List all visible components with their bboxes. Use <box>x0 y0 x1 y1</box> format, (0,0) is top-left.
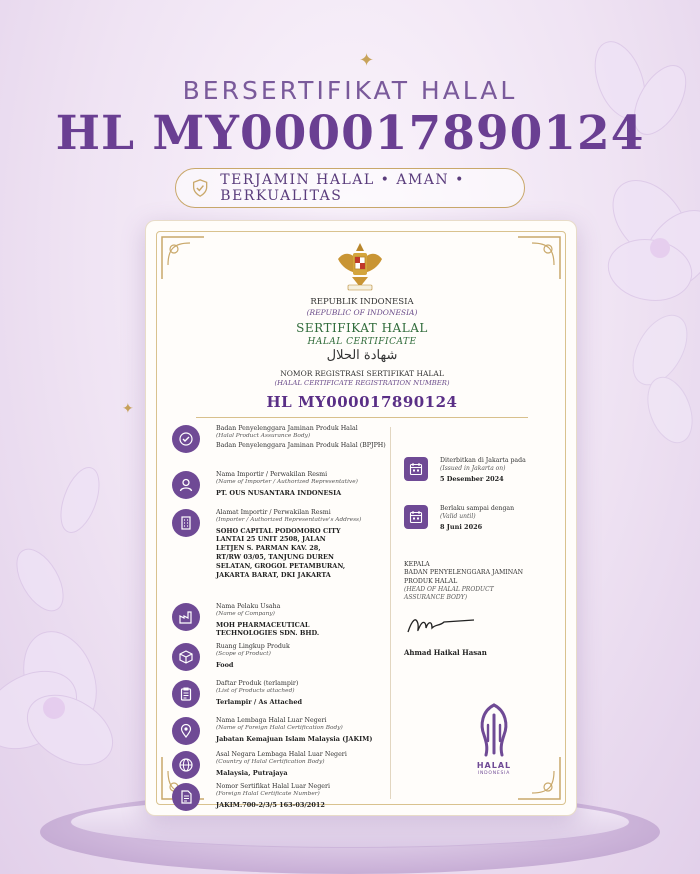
document-icon <box>172 783 200 811</box>
field-label: Nomor Sertifikat Halal Luar Negeri <box>216 783 331 790</box>
head-title: KEPALA <box>404 561 430 568</box>
signer-name: Ahmad Haikal Hasan <box>404 648 487 658</box>
field-value: PT. OUS NUSANTARA INDONESIA <box>216 488 342 497</box>
certificate-number-heading: HL MY000017890124 <box>55 106 645 161</box>
field-label: Alamat Importir / Perwakilan Resmi <box>216 509 331 516</box>
valid-date: 8 Juni 2026 <box>440 523 483 532</box>
ornament-corner-icon <box>516 235 562 281</box>
tagline-text: TERJAMIN HALAL • AMAN • BERKUALITAS <box>220 172 465 204</box>
registration-label: NOMOR REGISTRASI SERTIFIKAT HALAL <box>280 369 444 378</box>
valid-label-en: (Valid until) <box>440 513 476 521</box>
garuda-emblem-icon <box>334 239 386 293</box>
field-value: Terlampir / As Attached <box>216 697 303 706</box>
sparkle-icon: ✦ <box>122 401 134 417</box>
location-pin-icon <box>172 717 200 745</box>
field-label: Daftar Produk (terlampir) <box>216 680 299 687</box>
halal-logo-text: HALAL <box>476 761 512 770</box>
field-value: Malaysia, Putrajaya <box>216 768 288 777</box>
field-value: SOHO CAPITAL PODOMORO CITY LANTAI 25 UNIT 2508, JALAN LETJEN S. PARMAN KAV. 28, RT/RW 03/05, TANJUNG DUREN SELATAN, GROGOL PETAMBURAN, JAKARTA BARAT, DKI JAKARTA <box>216 526 346 579</box>
field-label: Badan Penyelenggara Jaminan Produk Halal <box>216 425 358 432</box>
globe-icon <box>172 751 200 779</box>
field-value: Badan Penyelenggara Jaminan Produk Halal (BPJPH) <box>216 441 386 449</box>
valid-label: Berlaku sampai dengan <box>440 505 515 512</box>
republic-label: REPUBLIK INDONESIA <box>310 297 414 307</box>
calendar-icon <box>404 505 428 529</box>
seal-icon <box>172 425 200 453</box>
box-icon <box>172 643 200 671</box>
tagline-badge <box>175 168 525 208</box>
field-label-en: (Name of Importer / Authorized Representative) <box>216 479 358 486</box>
person-icon <box>172 471 200 499</box>
halal-certificate-card <box>145 220 577 816</box>
registration-number: HL MY000017890124 <box>266 393 458 411</box>
field-label: Ruang Lingkup Produk <box>216 643 290 650</box>
certificate-title: SERTIFIKAT HALAL <box>296 321 428 335</box>
issued-date: 5 Desember 2024 <box>440 475 504 484</box>
issued-label: Diterbitkan di Jakarta pada <box>440 457 526 464</box>
field-label-en: (List of Products attached) <box>216 688 295 695</box>
republic-label-en: (REPUBLIC OF INDONESIA) <box>306 308 418 317</box>
head-organization-en: (HEAD OF HALAL PRODUCT ASSURANCE BODY) <box>404 586 494 602</box>
calendar-icon <box>404 457 428 481</box>
field-label-en: (Scope of Product) <box>216 651 271 658</box>
signature-icon <box>404 610 484 640</box>
flower-decoration-left <box>0 440 150 820</box>
shield-check-icon <box>192 177 208 199</box>
head-organization: BADAN PENYELENGGARA JAMINAN PRODUK HALAL <box>404 569 524 585</box>
field-label: Nama Importir / Perwakilan Resmi <box>216 471 328 478</box>
field-label: Asal Negara Lembaga Halal Luar Negeri <box>216 751 347 758</box>
field-label: Nama Lembaga Halal Luar Negeri <box>216 717 327 724</box>
field-value: MOH PHARMACEUTICAL TECHNOLOGIES SDN. BHD. <box>216 620 320 638</box>
field-label-en: (Name of Foreign Halal Certification Body) <box>216 725 343 732</box>
field-label-en: (Name of Company) <box>216 611 275 618</box>
issued-label-en: (Issued in Jakarta on) <box>440 465 506 473</box>
ornament-corner-icon <box>516 755 562 801</box>
field-value: Food <box>216 660 234 669</box>
signatory-block <box>404 561 564 657</box>
field-label-en: (Halal Product Assurance Body) <box>216 433 311 440</box>
field-label-en: (Country of Halal Certification Body) <box>216 759 325 766</box>
registration-label-en: (HALAL CERTIFICATE REGISTRATION NUMBER) <box>274 379 450 387</box>
certificate-title-arabic: شهادة الحلال <box>326 348 398 363</box>
flower-decoration-right <box>600 300 700 460</box>
certificate-title-en: HALAL CERTIFICATE <box>307 337 417 347</box>
ornament-corner-icon <box>160 235 206 281</box>
field-value: Jabatan Kemajuan Islam Malaysia (JAKIM) <box>216 734 373 743</box>
field-label-en: (Importer / Authorized Representative's Address) <box>216 517 362 524</box>
page-title: BERSERTIFIKAT HALAL <box>182 76 518 105</box>
building-icon <box>172 509 200 537</box>
field-value: JAKIM.700-2/3/5 163-03/2012 <box>216 800 325 809</box>
halal-logo-subtext: INDONESIA <box>477 771 511 776</box>
divider <box>196 417 528 418</box>
field-label-en: (Foreign Halal Certificate Number) <box>216 791 320 798</box>
factory-icon <box>172 603 200 631</box>
clipboard-icon <box>172 680 200 708</box>
flower-decoration-top-right <box>560 20 700 320</box>
field-label: Nama Pelaku Usaha <box>216 603 281 610</box>
sparkle-icon: ✦ <box>359 50 375 71</box>
